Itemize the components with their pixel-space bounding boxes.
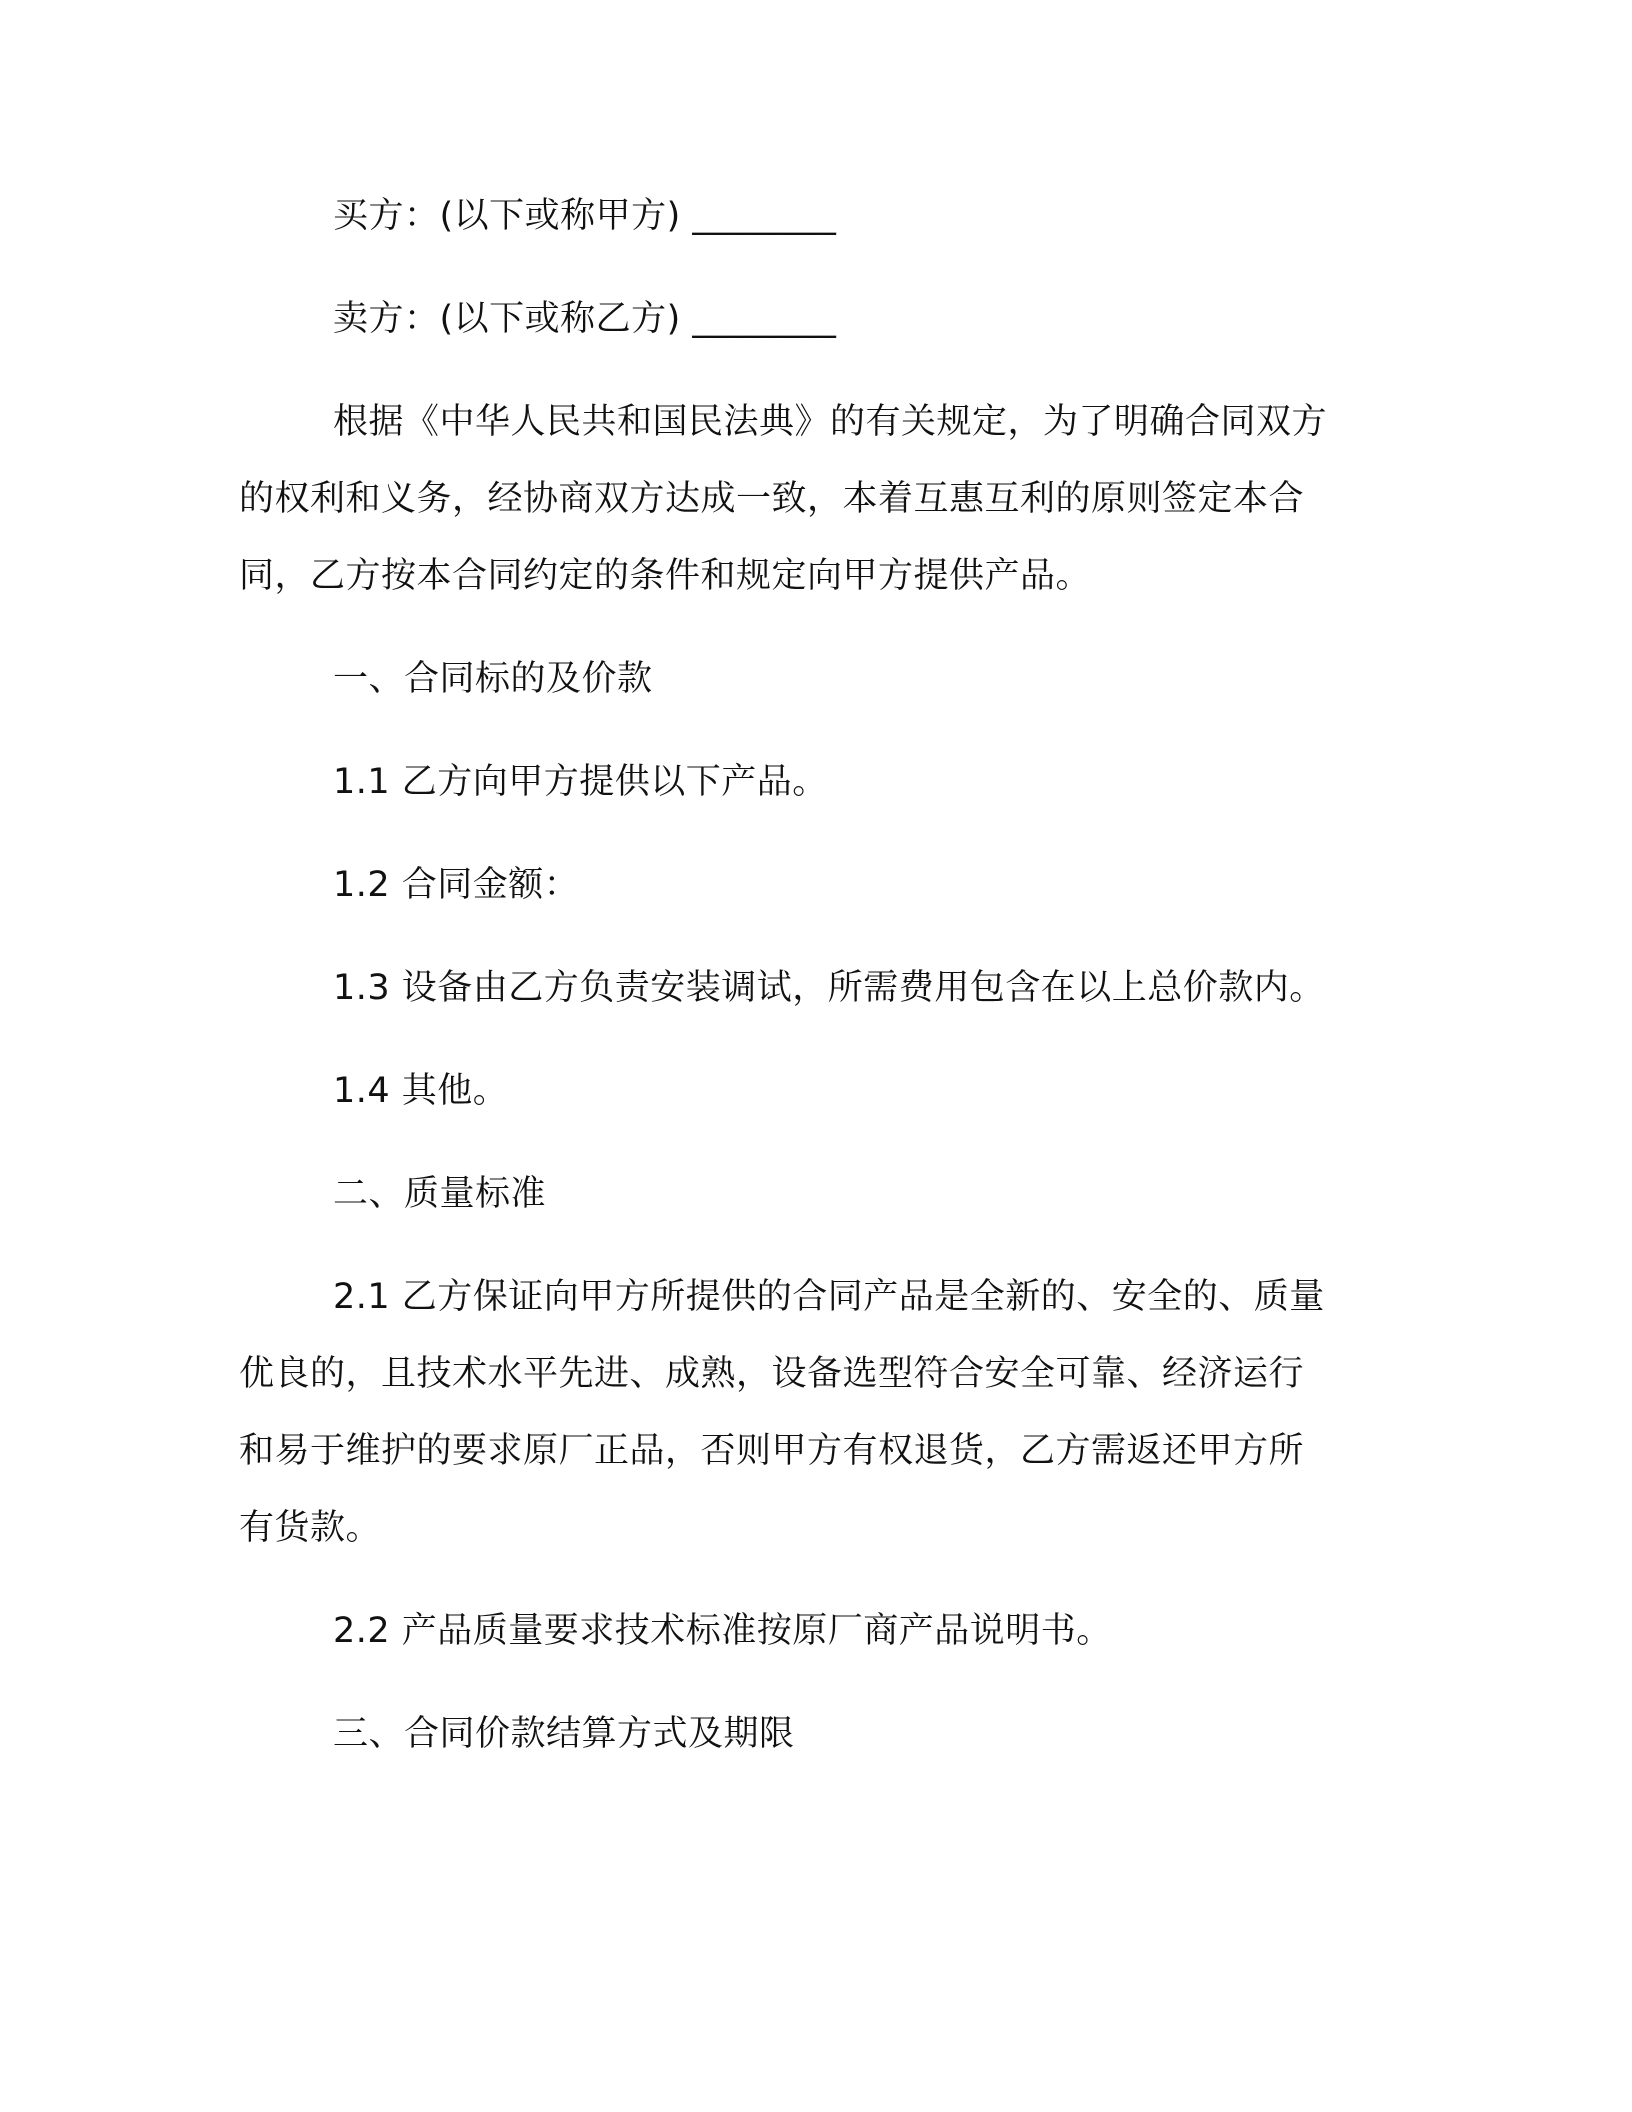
clause-2-2: 2.2 产品质量要求技术标准按原厂商产品说明书。 [333,1611,1112,1651]
clause-2-1-line-3: 和易于维护的要求原厂正品，否则甲方有权退货，乙方需返还甲方所 [239,1431,1305,1471]
seller-line: 卖方：(以下或称乙方) ________ [333,299,837,339]
section-1-heading: 一、合同标的及价款 [333,659,653,699]
section-3-heading: 三、合同价款结算方式及期限 [333,1714,795,1754]
clause-1-3: 1.3 设备由乙方负责安装调试，所需费用包含在以上总价款内。 [333,968,1325,1008]
preamble-line-1: 根据《中华人民共和国民法典》的有关规定，为了明确合同双方 [333,402,1328,442]
clause-2-1-line-1: 2.1 乙方保证向甲方所提供的合同产品是全新的、安全的、质量 [333,1277,1325,1317]
preamble-line-2: 的权利和义务，经协商双方达成一致，本着互惠互利的原则签定本合 [239,479,1305,519]
clause-1-2: 1.2 合同金额： [333,865,580,905]
clause-1-4: 1.4 其他。 [333,1071,509,1111]
preamble-line-3: 同，乙方按本合同约定的条件和规定向甲方提供产品。 [239,556,1092,596]
buyer-line: 买方：(以下或称甲方) ________ [333,196,837,236]
clause-1-1: 1.1 乙方向甲方提供以下产品。 [333,762,828,802]
clause-2-1-line-2: 优良的，且技术水平先进、成熟，设备选型符合安全可靠、经济运行 [239,1354,1305,1394]
section-2-heading: 二、质量标准 [333,1174,547,1214]
clause-2-1-line-4: 有货款。 [239,1508,382,1548]
